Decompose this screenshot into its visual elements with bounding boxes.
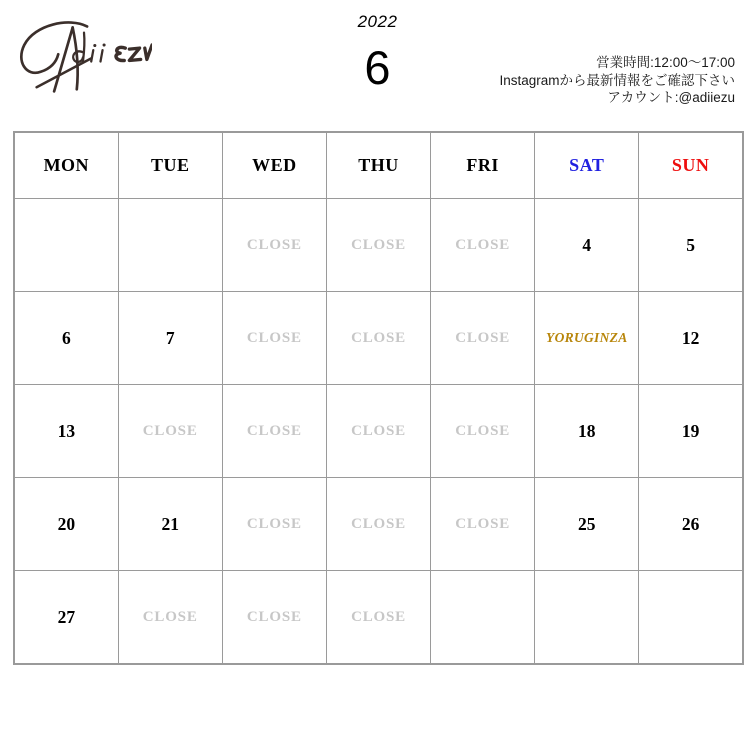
calendar-cell-close: CLOSE — [431, 478, 535, 571]
calendar-cell-empty — [639, 571, 743, 665]
calendar-cell-close: CLOSE — [222, 478, 326, 571]
day-header-wed: WED — [222, 132, 326, 199]
calendar-cell-close: CLOSE — [222, 292, 326, 385]
day-header-thu: THU — [326, 132, 430, 199]
calendar-cell-day-13: 13 — [14, 385, 118, 478]
calendar-cell-event-yoruginza: YORUGINZA — [535, 292, 639, 385]
calendar-grid — [13, 131, 744, 665]
calendar-cell-day-20: 20 — [14, 478, 118, 571]
day-header-sat: SAT — [535, 132, 639, 199]
calendar-cell-day-25: 25 — [535, 478, 639, 571]
day-header-fri: FRI — [431, 132, 535, 199]
calendar-cell-close: CLOSE — [222, 199, 326, 292]
calendar-week-1 — [14, 199, 743, 292]
year-label: 2022 — [357, 12, 398, 31]
calendar-cell-close: CLOSE — [118, 385, 222, 478]
month-number: 6 — [364, 41, 391, 94]
calendar-cell-close: CLOSE — [326, 478, 430, 571]
calendar-cell-day-6: 6 — [14, 292, 118, 385]
calendar-cell-empty — [535, 571, 639, 665]
day-header-row — [14, 132, 743, 199]
calendar-week-2 — [14, 292, 743, 385]
calendar-cell-day-12: 12 — [639, 292, 743, 385]
calendar-cell-day-21: 21 — [118, 478, 222, 571]
calendar-cell-close: CLOSE — [222, 571, 326, 665]
calendar-cell-close: CLOSE — [118, 571, 222, 665]
calendar-cell-close: CLOSE — [431, 199, 535, 292]
calendar-cell-day-26: 26 — [639, 478, 743, 571]
business-hours-line: 営業時間:12:00〜17:00 — [596, 55, 735, 70]
day-header-sun: SUN — [639, 132, 743, 199]
calendar-cell-close: CLOSE — [326, 199, 430, 292]
instagram-account-line: アカウント:@adiiezu — [607, 90, 735, 105]
calendar-cell-day-7: 7 — [118, 292, 222, 385]
calendar-week-3 — [14, 385, 743, 478]
calendar-cell-day-18: 18 — [535, 385, 639, 478]
business-info — [499, 54, 735, 107]
calendar-cell-close: CLOSE — [326, 571, 430, 665]
calendar-cell-close: CLOSE — [431, 385, 535, 478]
instagram-notice-line: Instagramから最新情報をご確認下さい — [499, 72, 735, 88]
calendar-cell-empty — [14, 199, 118, 292]
calendar-cell-empty — [118, 199, 222, 292]
calendar-cell-close: CLOSE — [326, 292, 430, 385]
calendar-cell-close: CLOSE — [431, 292, 535, 385]
calendar-cell-day-27: 27 — [14, 571, 118, 665]
calendar-cell-day-19: 19 — [639, 385, 743, 478]
calendar-week-4 — [14, 478, 743, 571]
calendar-cell-day-5: 5 — [639, 199, 743, 292]
calendar-week-5 — [14, 571, 743, 665]
calendar-cell-close: CLOSE — [222, 385, 326, 478]
calendar-cell-close: CLOSE — [326, 385, 430, 478]
day-header-mon: MON — [14, 132, 118, 199]
day-header-tue: TUE — [118, 132, 222, 199]
calendar-cell-day-4: 4 — [535, 199, 639, 292]
calendar-cell-empty — [431, 571, 535, 665]
